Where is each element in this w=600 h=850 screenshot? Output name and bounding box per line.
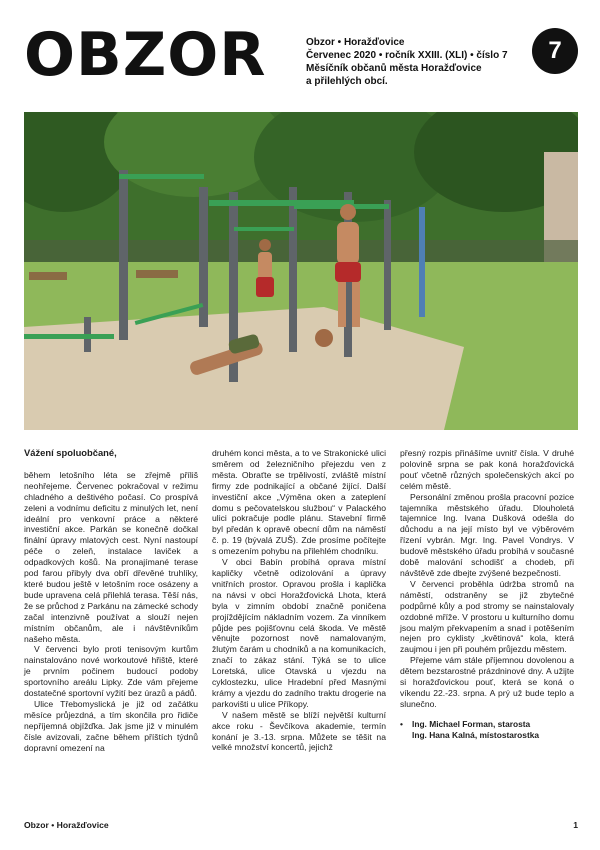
issue-info-line: Měsíčník občanů města Horažďovice (306, 63, 482, 74)
bench (29, 272, 67, 280)
blue-post (419, 207, 425, 317)
article-paragraph: Ulice Třebomyslická je již od začátku měsíce průjezdná, a tím skončila pro řidiče nepříjemná objížďka. Jak jsme již v minulém čísle avizovali, začne během příštích týdnů dopravní omezení na (24, 698, 198, 753)
signature-line (400, 719, 574, 730)
issue-info-line: Obzor • Horažďovice (306, 37, 405, 48)
article-column-2 (212, 448, 386, 753)
cover-photo (24, 112, 578, 430)
article-paragraph: V obci Babín probíhá oprava místní kapličky včetně odizolování a úpravy vnitřních prostor. Opravou prošla i kaplička na návsi v obci Horažďovická Lhota, která byla v zimním období značně poničena projíždějícím nákladním vozem. Za vinníkem půjde pes pojišťovnu celá škoda. Ve městě věnujte pozornost nově namalovaným, žlutým čarám u chodníků a na komunikacích, značí to zákaz stání. Týká se to ulice Loretská, ulice Otavská u vjezdu na cyklostezku, ulice Hradební před Masnými krámy a vjezdu do zadního traktu drogerie na parkovišti u ulice Příkopy. (212, 557, 386, 709)
article-paragraph: Personální změnou prošla pracovní pozice tajemníka městského úřadu. Dlouholetá tajemnice Ing. Ivana Dušková odešla do důchodu a na její místo byl ve výběrovém řízení vybrán. Mgr. Ing. Pavel Vondrys. V budově městského úřadu probíhá v současné době malování schodišť a chodeb, při návštěvě zde dbejte zvýšené bezpečnosti. (400, 491, 574, 578)
bullet: • (400, 718, 403, 729)
article-paragraph: V našem městě se blíží největší kulturní akce roku - Ševčíkova akademie, termín konání je 3.-13. srpna. Můžete se těšit na velké množství koncertů, jejichž (212, 709, 386, 753)
workout-playground-photo (24, 112, 578, 430)
signature-deputy: Ing. Hana Kalná, místostarostka (412, 729, 540, 740)
issue-info-line: a přilehlých obcí. (306, 76, 388, 87)
article-paragraph: přesný rozpis přinášíme uvnitř čísla. V druhé polovině srpna se pak koná horažďovická pouť včetně různých společenských akcí po celém městě. (400, 448, 574, 491)
page-number: 1 (573, 820, 578, 830)
signatures (400, 719, 574, 741)
page-footer (24, 820, 578, 830)
article-paragraph: V červenci proběhla údržba stromů na náměstí, odstraněny se již zbytečné podpůrné kůly a pod stromy se nainstalovaly ozdobné mříže. V prostoru u kulturního domu jsou malým překvapením a snad i potěšením nejen pro cyklisty „květinová“ kola, která zaujmou i jen při pouhém průjezdu městem. (400, 578, 574, 655)
signature-line (400, 730, 574, 741)
masthead (24, 20, 584, 96)
article-column-1 (24, 448, 198, 753)
editorial-article (24, 448, 578, 813)
issue-info (306, 36, 508, 88)
signature-mayor: Ing. Michael Forman, starosta (412, 718, 531, 729)
issue-info-line: Červenec 2020 • ročník XXIII. (XLI) • číslo 7 (306, 50, 508, 61)
magazine-logo: OBZOR (24, 20, 267, 90)
article-paragraph: druhém konci města, a to ve Strakonické ulici směrem od železničního přejezdu ven z města. Obraťte se trpělivostí, zvláště místní firmy zde podnikající a občané žijící. Další investiční akce „Výměna oken a zateplení domu s pečovatelskou službou“ v Palackého ulici pokračuje podle plánu. Stavební firmě byl předán k opravě obecní dům na náměstí č. p. 19 (bývalá ZUŠ). Zde prosíme počítejte s omezením pohybu na přilehlém chodníku. (212, 448, 386, 557)
bench (136, 270, 178, 278)
article-paragraph: během letošního léta se zřejmě příliš neohřejeme. Červenec pokračoval v režimu chladného a deštivého počasí. Co prospívá zeleni a vodnímu deficitu z minulých let, není ideální pro venkovní práce a některé investiční akce. Parkán se konečně dočkal finální úpravy mlatových cest. Nyní nastoupí péče o zeleň, instalace laviček a odpadkových košů. Na pronajímané terase pod farou přibyly dva obří dřevěné truhlíky, které budou ještě v letošním roce osázeny a bude upravena celá přilehlá terasa. Těší nás, že se průchod z Parkánu na zámecké schody začal intenzivně používat a slouží nejen místním občanům, ale i návštěvníkům našeho města. (24, 469, 198, 644)
article-paragraph: V červenci bylo proti tenisovým kurtům nainstalováno nové workoutové hřiště, které je prvním počinem budoucí podoby sportovního areálu Lipky. Zde vám přejeme dostatečné sportovní vyžití bez úrazů a pádů. (24, 644, 198, 699)
issue-number-badge: 7 (532, 28, 578, 74)
footer-publication: Obzor • Horažďovice (24, 820, 109, 830)
article-column-3 (400, 448, 574, 741)
article-paragraph: Přejeme vám stále příjemnou dovolenou a dětem bezstarostné prázdninové dny. A užijte si horažďovickou pouť, která se koná o víkendu 22.-23. srpna. A prý už bude teplo a slunečno. (400, 655, 574, 709)
article-greeting: Vážení spoluobčané, (24, 447, 117, 458)
